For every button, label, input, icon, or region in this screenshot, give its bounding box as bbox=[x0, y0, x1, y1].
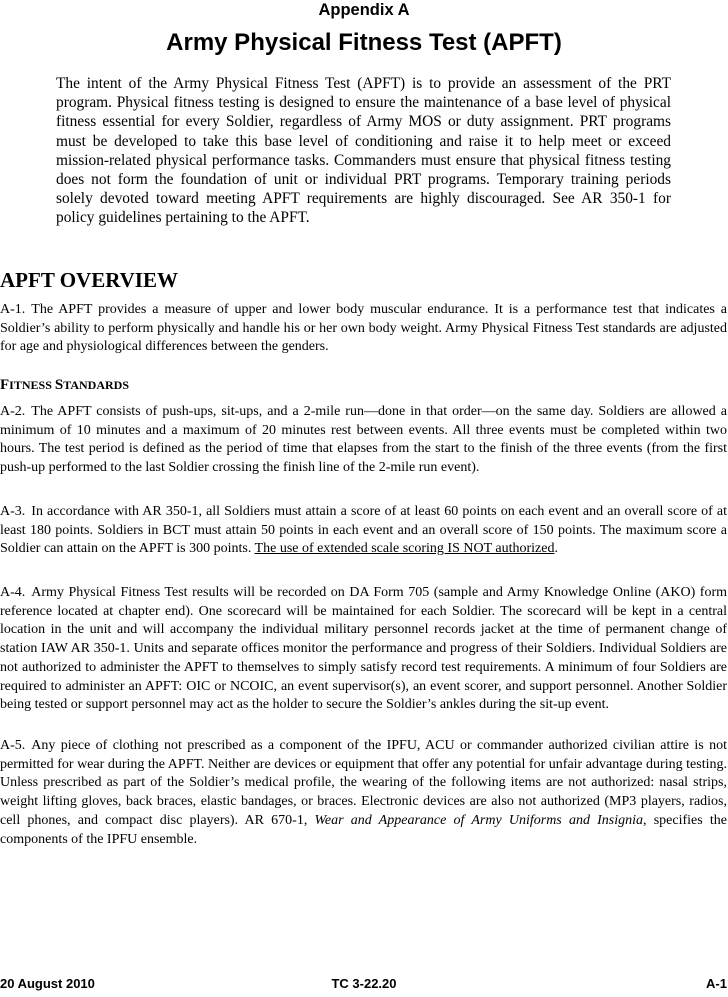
italic-title: Wear and Appearance of Army Uniforms and Insignia bbox=[314, 812, 644, 828]
page-title: Army Physical Fitness Test (APFT) bbox=[166, 29, 562, 56]
underlined-text: The use of extended scale scoring IS NOT authorized bbox=[254, 541, 555, 557]
paragraph-a2 bbox=[0, 403, 727, 478]
heading-smallcaps: TANDARDS bbox=[63, 378, 130, 392]
paragraph-a5 bbox=[0, 737, 727, 849]
paragraph-end: . bbox=[554, 541, 558, 557]
heading-smallcaps: ITNESS bbox=[9, 378, 55, 392]
footer-doc-id: TC 3-22.20 bbox=[331, 976, 397, 991]
paragraph-number: A-4. bbox=[0, 585, 26, 600]
footer-date: 20 August 2010 bbox=[0, 976, 95, 991]
paragraph-text: Army Physical Fitness Test results will be recorded on DA Form 705 (sample and Army Knowledge Online (AKO) form reference located at chapter end). One scorecard will be maintained for each Soldier. The scorecard will be kept in a central location in the unit and will accompany the individual military personnel records jacket at the time of permanent change of station IAW AR 350-1. Units and separate offices monitor the performance and progress of their Soldiers. Individual Soldiers are not authorized to administer the APFT to themselves to simply satisfy record test requirements. A minimum of four Soldiers are required to administer an APFT: OIC or NCOIC, an event supervisor(s), an event scorer, and support personnel. Another Soldier being tested or support personnel may act as the holder to secure the Soldier’s ankles during the sit-up event. bbox=[0, 585, 727, 713]
section-heading-fitness-standards bbox=[0, 375, 129, 395]
paragraph-number: A-1. bbox=[0, 302, 26, 317]
section-heading-overview: APFT OVERVIEW bbox=[0, 268, 178, 292]
heading-letter: F bbox=[0, 377, 10, 393]
paragraph-text: The APFT provides a measure of upper and lower body muscular endurance. It is a performance test that indicates a Soldier’s ability to perform physically and handle his or her own body weight. Army Physical Fitness Test standards are adjusted for age and physiological differences between the genders. bbox=[0, 302, 727, 355]
paragraph-a1 bbox=[0, 301, 727, 357]
appendix-label: Appendix A bbox=[318, 1, 410, 19]
paragraph-text: Any piece of clothing not prescribed as a component of the IPFU, ACU or commander authorized civilian attire is not permitted for wear during the APFT. Neither are devices or equipment that offer any potential for unfair advantage during testing. Unless prescribed as part of the Soldier’s medical profile, the wearing of the following items are not authorized: nasal strips, weight lifting gloves, back braces, elastic bandages, or braces. Electronic devices are also not authorized (MP3 players, radios, cell phones, and compact disc players). AR 670-1, bbox=[0, 738, 727, 828]
paragraph-text: In accordance with AR 350-1, all Soldiers must attain a score of at least 60 points on each event and an overall score of at least 180 points. Soldiers in BCT must attain 50 points in each event and an overall score of 150 points. The maximum score a Soldier can attain on the APFT is 300 points. bbox=[0, 504, 727, 557]
paragraph-end: , specifies the components of the IPFU ensemble. bbox=[0, 812, 727, 847]
paragraph-a3 bbox=[0, 503, 727, 559]
paragraph-number: A-3. bbox=[0, 504, 26, 519]
paragraph-number: A-2. bbox=[0, 404, 26, 419]
intro-paragraph: The intent of the Army Physical Fitness Test (APFT) is to provide an assessment of the PRT program. Physical fitness testing is designed to ensure the maintenance of a base level of physical fitness essential for every Soldier, regardless of Army MOS or duty assignment. PRT programs must be developed to take this base level of conditioning and raise it to help meet or exceed mission-related physical performance tasks. Commanders must ensure that physical fitness testing does not form the foundation of unit or individual PRT programs. Temporary training periods solely devoted toward meeting APFT requirements are highly discouraged. See AR 350-1 for policy guidelines pertaining to the APFT. bbox=[56, 75, 671, 227]
paragraph-a4 bbox=[0, 584, 727, 715]
footer-page-number: A-1 bbox=[706, 976, 727, 991]
paragraph-number: A-5. bbox=[0, 738, 26, 753]
paragraph-text: The APFT consists of push-ups, sit-ups, and a 2-mile run—done in that order—on the same day. Soldiers are allowed a minimum of 10 minutes and a maximum of 20 minutes rest between events. All three events must be completed within two hours. The test period is defined as the period of time that elapses from the start to the finish of the three events (from the first push-up performed to the last Soldier crossing the finish line of the 2-mile run event). bbox=[0, 404, 727, 476]
heading-letter: S bbox=[54, 377, 64, 393]
